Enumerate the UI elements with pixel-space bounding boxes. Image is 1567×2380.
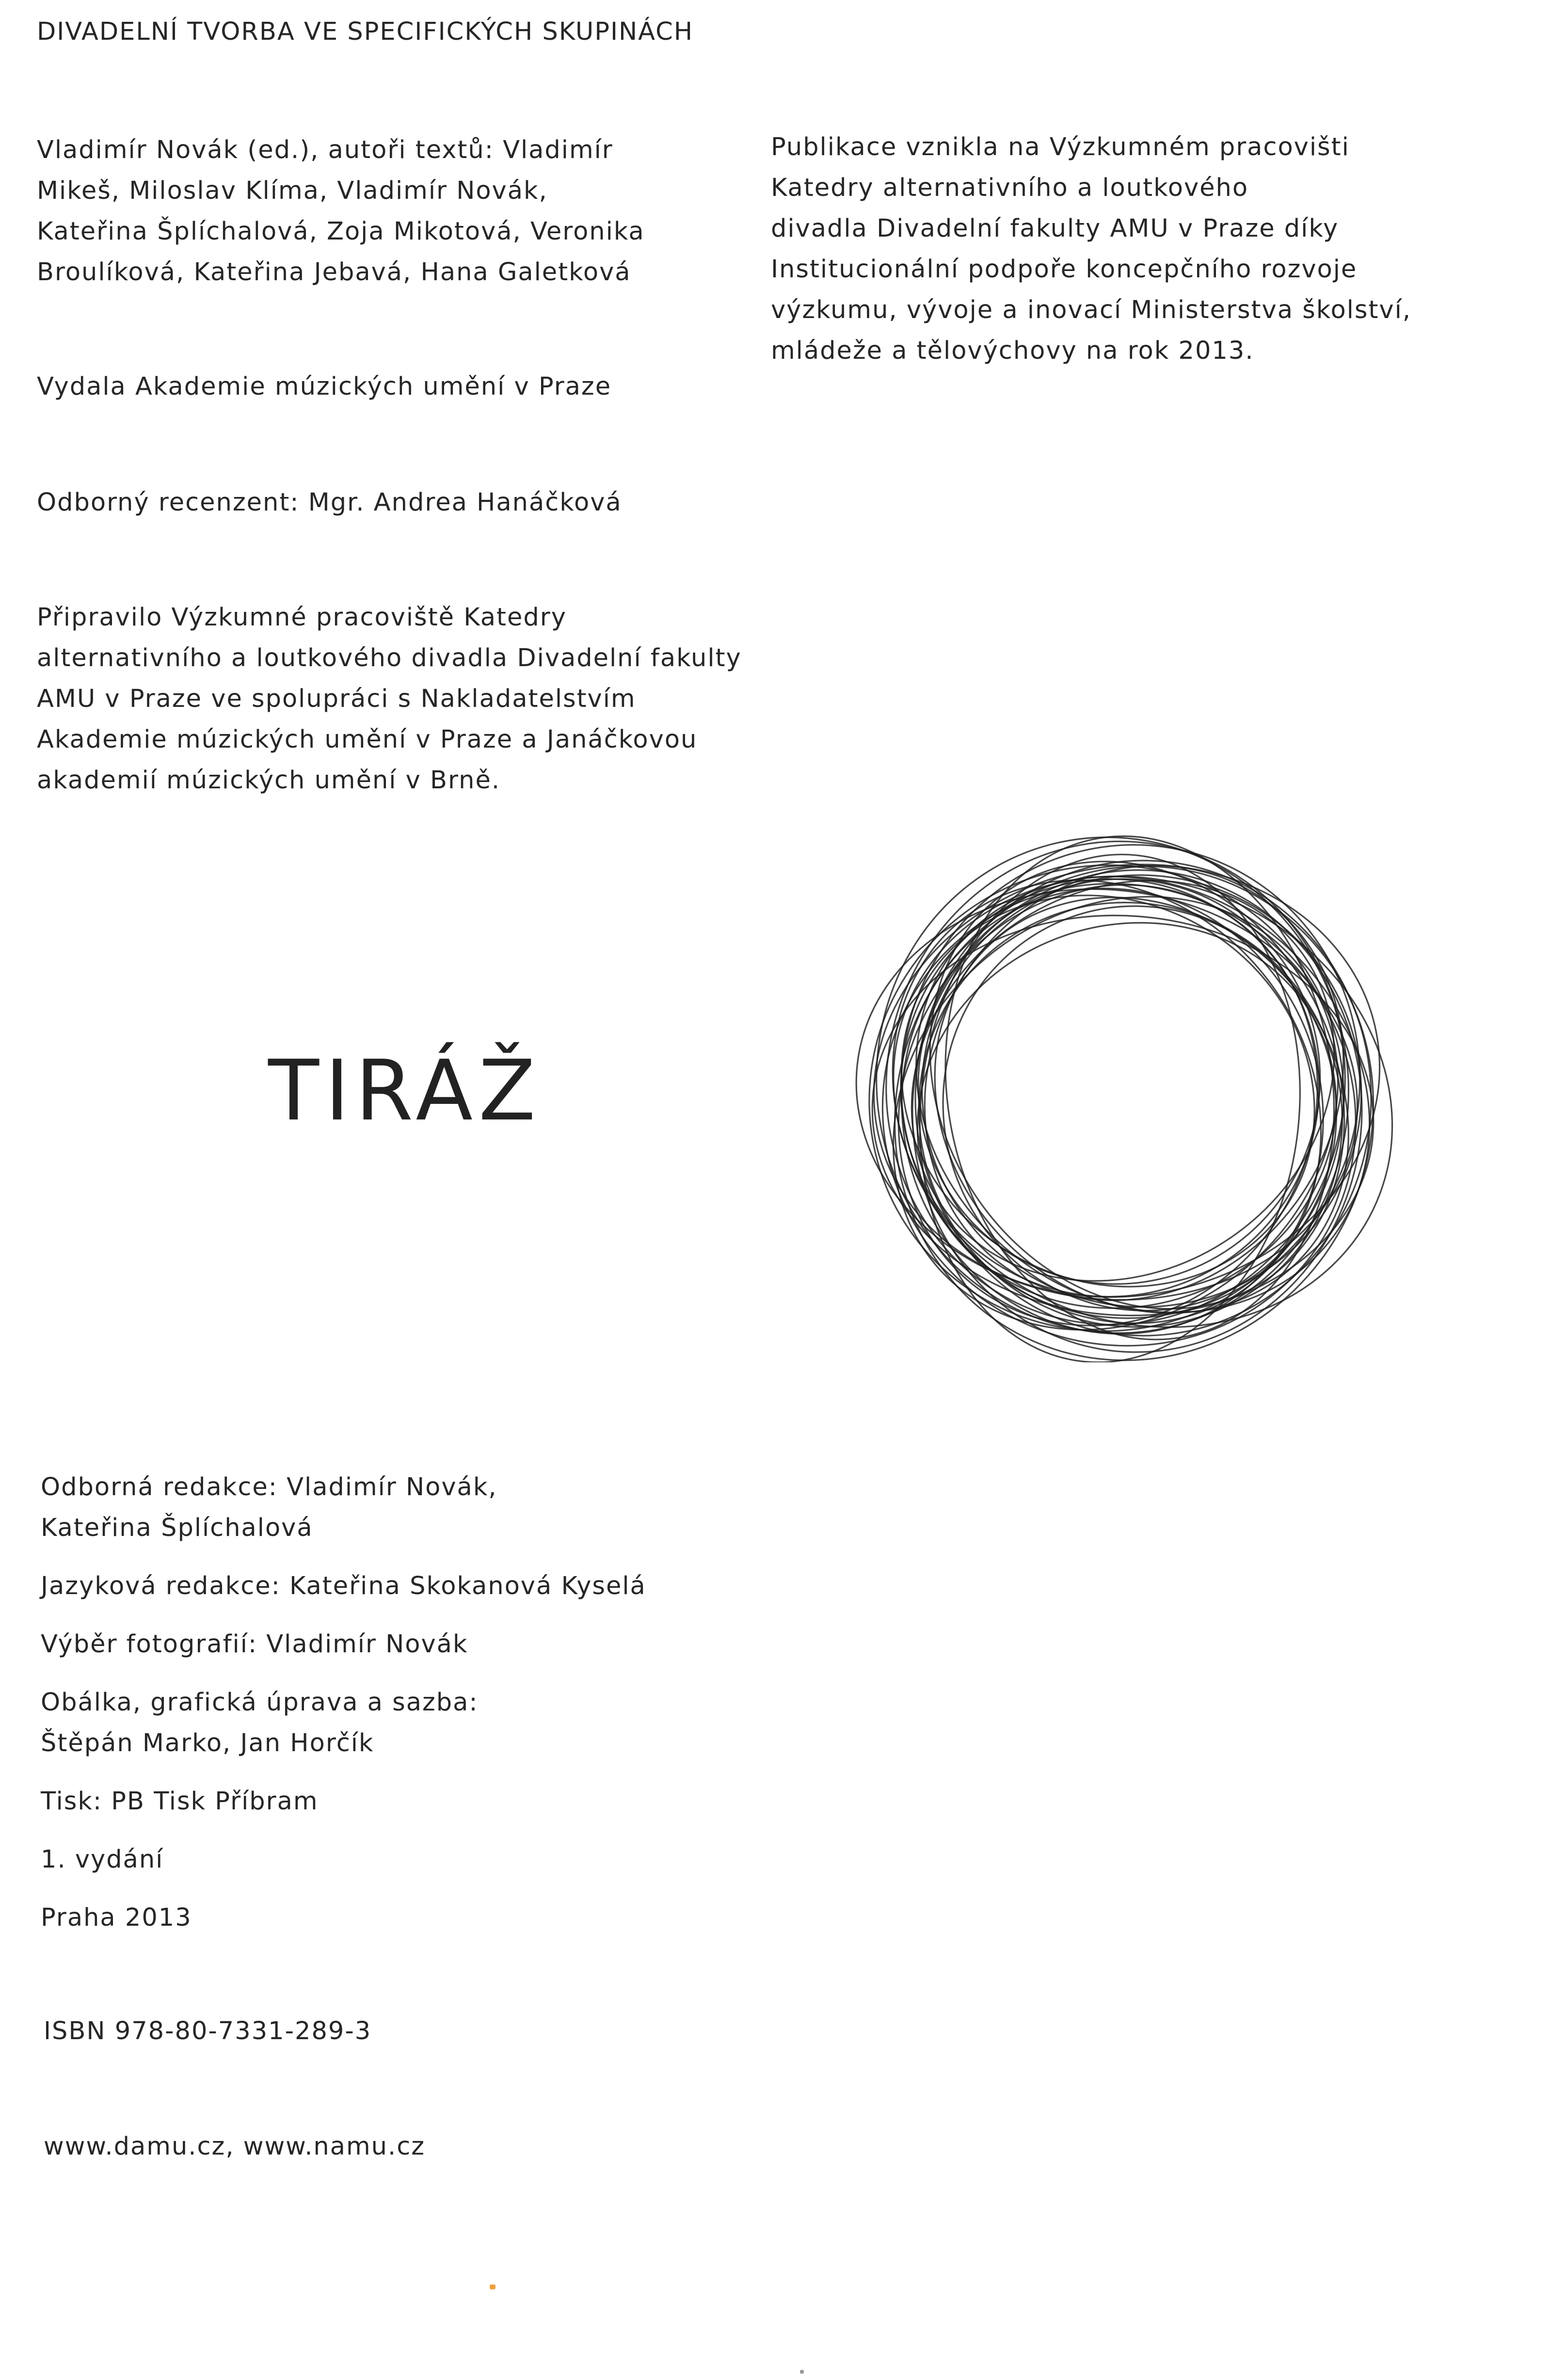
isbn-text: ISBN 978-80-7331-289-3 [44, 2017, 372, 2045]
funding-line: Katedry alternativního a loutkového [771, 174, 1249, 202]
authors-line: Broulíková, Kateřina Jebavá, Hana Galetková [37, 258, 631, 287]
prepared-by-line: alternativního a loutkového divadla Divadelní fakulty [37, 644, 742, 672]
funding-line: divadla Divadelní fakulty AMU v Praze díky [771, 214, 1339, 243]
design-line: Obálka, grafická úprava a sazba: [41, 1688, 479, 1717]
funding-line: mládeže a tělovýchovy na rok 2013. [771, 336, 1254, 365]
prepared-by-block [37, 597, 742, 801]
publisher-text: Vydala Akademie múzických umění v Praze [37, 372, 612, 401]
scan-speck [800, 2370, 804, 2374]
edition-info: 1. vydání [41, 1845, 164, 1874]
language-editor: Jazyková redakce: Kateřina Skokanová Kyselá [41, 1572, 646, 1600]
place-year: Praha 2013 [41, 1903, 192, 1932]
prepared-by-line: akademií múzických umění v Brně. [37, 766, 501, 795]
page-title: TIRÁŽ [268, 1042, 542, 1139]
series-title: DIVADELNÍ TVORBA VE SPECIFICKÝCH SKUPINÁCH [37, 17, 694, 46]
authors-block [37, 130, 645, 293]
scan-speck [490, 2284, 496, 2289]
editors-line: Odborná redakce: Vladimír Novák, [41, 1473, 497, 1501]
prepared-by-line: Připravilo Výzkumné pracoviště Katedry [37, 603, 567, 632]
ring-stroke [853, 834, 1383, 1361]
authors-line: Vladimír Novák (ed.), autoři textů: Vladimír [37, 136, 613, 164]
authors-line: Kateřina Šplíchalová, Zoja Mikotová, Veronika [37, 217, 645, 246]
funding-line: Institucionální podpoře koncepčního rozvoje [771, 255, 1358, 284]
authors-line: Mikeš, Miloslav Klíma, Vladimír Novák, [37, 176, 548, 205]
photo-selection: Výběr fotografií: Vladimír Novák [41, 1630, 468, 1659]
print-info: Tisk: PB Tisk Příbram [41, 1787, 319, 1816]
reviewer-text: Odborný recenzent: Mgr. Andrea Hanáčková [37, 488, 622, 517]
prepared-by-line: AMU v Praze ve spolupráci s Nakladatelstvím [37, 685, 636, 713]
funding-line: Publikace vznikla na Výzkumném pracovišti [771, 133, 1350, 161]
websites-text: www.damu.cz, www.namu.cz [44, 2132, 426, 2161]
design-block [41, 1682, 479, 1764]
funding-line: výzkumu, vývoje a inovací Ministerstva školství, [771, 296, 1411, 324]
funding-block [771, 127, 1411, 371]
prepared-by-line: Akademie múzických umění v Praze a Janáčkovou [37, 725, 698, 754]
editors-line: Kateřina Šplíchalová [41, 1514, 313, 1542]
ring-stroke [853, 834, 1388, 1362]
ring-ornament [853, 834, 1396, 1362]
editors-block [41, 1467, 497, 1549]
design-line: Štěpán Marko, Jan Horčík [41, 1729, 374, 1757]
